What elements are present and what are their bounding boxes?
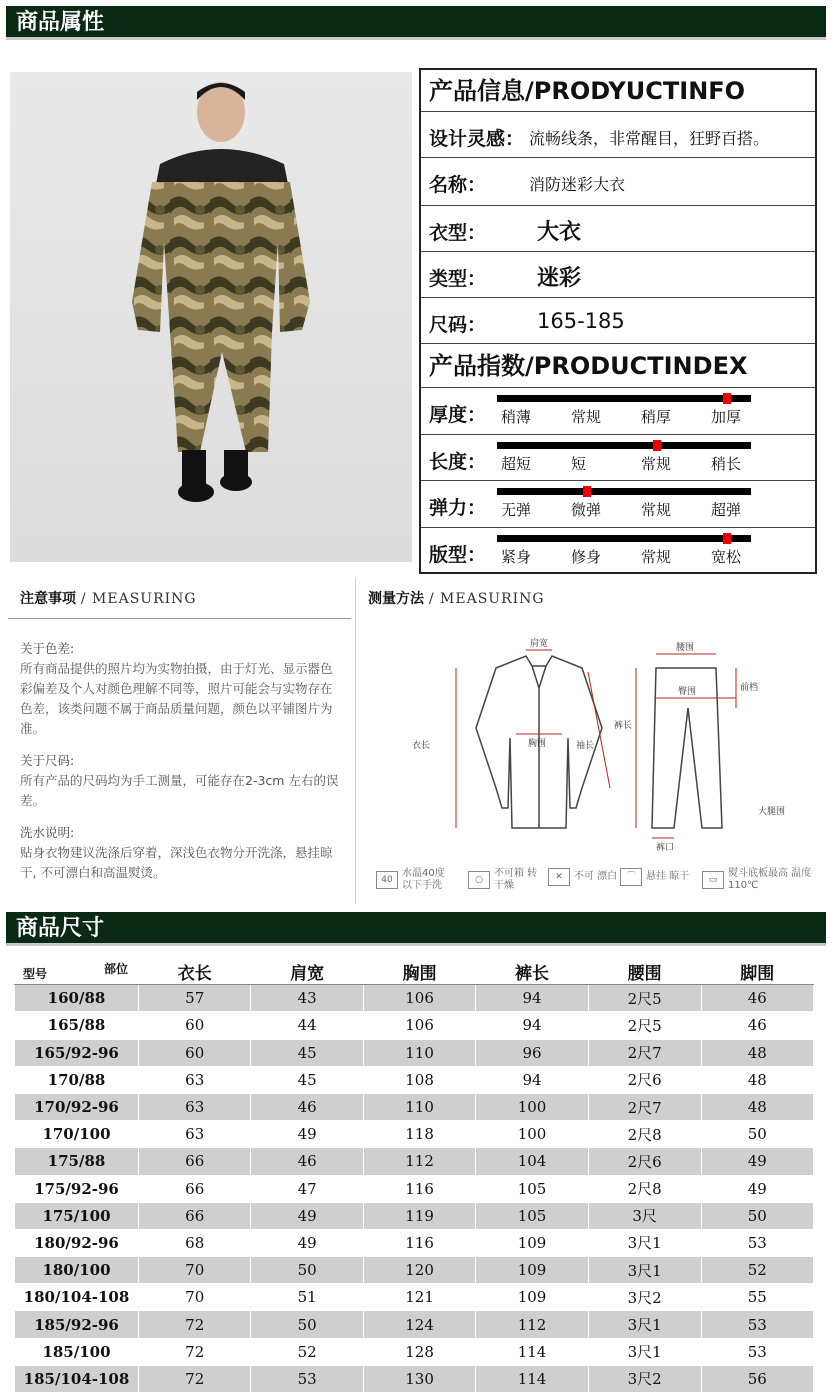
value-cell: 119 — [363, 1202, 475, 1229]
value-cell: 49 — [701, 1148, 814, 1175]
value-cell: 94 — [476, 1012, 588, 1039]
value-cell: 56 — [701, 1365, 814, 1392]
index-option: 无弹 — [501, 501, 532, 519]
label-cuff: 裤口 — [656, 843, 675, 853]
care-text: 水温40度 以下手洗 — [402, 868, 445, 891]
value-cell: 53 — [251, 1365, 363, 1392]
size-cell: 180/104-108 — [15, 1284, 139, 1311]
index-option: 修身 — [571, 547, 602, 566]
value-cell: 2尺6 — [588, 1066, 701, 1093]
value-cell: 46 — [251, 1093, 363, 1120]
value-cell: 72 — [139, 1338, 251, 1365]
index-row — [421, 435, 815, 482]
value-cell: 110 — [363, 1093, 475, 1120]
value-cell: 44 — [251, 1012, 363, 1039]
table-row — [15, 1284, 814, 1311]
index-option: 常规 — [641, 547, 672, 566]
value-cell: 45 — [251, 1039, 363, 1066]
value-cell: 116 — [363, 1175, 475, 1202]
care-symbol-icon: ✕ — [548, 868, 570, 886]
value-cell: 2尺7 — [588, 1093, 701, 1120]
measure-diagram — [356, 638, 828, 868]
table-row — [15, 1202, 814, 1229]
value-cell: 2尺5 — [588, 985, 701, 1012]
value-cell: 94 — [476, 985, 588, 1012]
care-text: 不可箱 转干燥 — [494, 868, 538, 891]
index-option: 紧身 — [501, 547, 532, 566]
index-row — [421, 388, 815, 435]
value-cell: 110 — [363, 1039, 475, 1066]
value-cell: 49 — [251, 1229, 363, 1256]
value-cell: 63 — [139, 1121, 251, 1148]
section-banner-attributes: 商品属性 — [6, 6, 826, 40]
value-cell: 63 — [139, 1066, 251, 1093]
index-option: 宽松 — [711, 547, 742, 566]
value-cell: 55 — [701, 1284, 814, 1311]
product-info-panel — [419, 68, 817, 574]
size-cell: 165/88 — [15, 1012, 139, 1039]
index-marker — [723, 393, 731, 404]
info-header: 产品信息/PRODYUCTINFO — [421, 70, 815, 112]
index-marker — [653, 440, 661, 451]
value-cell: 48 — [701, 1039, 814, 1066]
value-cell: 3尺2 — [588, 1365, 701, 1392]
value-cell: 70 — [139, 1284, 251, 1311]
index-option: 超短 — [501, 454, 532, 473]
table-row — [15, 1175, 814, 1202]
value-cell: 100 — [476, 1093, 588, 1120]
table-row — [15, 1365, 814, 1392]
index-option: 短 — [571, 454, 587, 473]
care-symbol-icon: 40 — [376, 871, 398, 889]
value-cell: 2尺8 — [588, 1175, 701, 1202]
table-row — [15, 1012, 814, 1039]
size-cell: 175/100 — [15, 1202, 139, 1229]
size-cell: 170/100 — [15, 1121, 139, 1148]
label-shoulder: 肩宽 — [530, 639, 549, 649]
section-banner-sizes: 商品尺寸 — [6, 912, 826, 946]
value-cell: 53 — [701, 1338, 814, 1365]
info-row-design: 设计灵感： 流畅线条，非常醒目，狂野百搭。 — [421, 112, 815, 158]
value-cell: 114 — [476, 1365, 588, 1392]
value-cell: 50 — [251, 1311, 363, 1338]
size-cell: 160/88 — [15, 985, 139, 1012]
value-cell: 49 — [701, 1175, 814, 1202]
index-option: 常规 — [641, 501, 672, 519]
info-row-type: 类型： 迷彩 — [421, 252, 815, 298]
care-item — [376, 868, 448, 892]
index-header: 产品指数/PRODUCTINDEX — [421, 344, 815, 388]
value-cell: 124 — [363, 1311, 475, 1338]
value-cell: 106 — [363, 985, 475, 1012]
index-label: 版型： — [429, 543, 487, 566]
notes-panel — [8, 578, 351, 904]
table-row — [15, 1229, 814, 1256]
index-marker — [583, 486, 591, 497]
size-cell: 175/92-96 — [15, 1175, 139, 1202]
size-cell: 185/100 — [15, 1338, 139, 1365]
value-cell: 45 — [251, 1066, 363, 1093]
label-front-rise: 前档 — [740, 683, 759, 693]
index-row — [421, 528, 815, 575]
column-header: 脚围 — [701, 958, 814, 985]
value-cell: 53 — [701, 1311, 814, 1338]
value-cell: 63 — [139, 1093, 251, 1120]
value-cell: 70 — [139, 1257, 251, 1284]
index-option: 稍薄 — [501, 408, 532, 426]
value-cell: 2尺8 — [588, 1121, 701, 1148]
table-row — [15, 1066, 814, 1093]
size-cell: 185/92-96 — [15, 1311, 139, 1338]
value-cell: 2尺5 — [588, 1012, 701, 1039]
table-row — [15, 1257, 814, 1284]
value-cell: 49 — [251, 1202, 363, 1229]
value-cell: 109 — [476, 1257, 588, 1284]
value-cell: 3尺1 — [588, 1338, 701, 1365]
value-cell: 109 — [476, 1284, 588, 1311]
value-cell: 46 — [701, 1012, 814, 1039]
value-cell: 50 — [701, 1121, 814, 1148]
value-cell: 105 — [476, 1175, 588, 1202]
value-cell: 66 — [139, 1175, 251, 1202]
index-option: 超弹 — [711, 501, 742, 519]
info-row-style: 衣型： 大衣 — [421, 206, 815, 252]
index-option: 稍厚 — [641, 408, 672, 426]
care-symbol-icon: ▭ — [702, 871, 724, 889]
care-text: 悬挂 晾干 — [646, 871, 690, 882]
value-cell: 2尺7 — [588, 1039, 701, 1066]
value-cell: 108 — [363, 1066, 475, 1093]
care-item — [702, 868, 820, 892]
value-cell: 68 — [139, 1229, 251, 1256]
measure-panel — [355, 578, 827, 904]
value-cell: 66 — [139, 1148, 251, 1175]
table-row — [15, 1121, 814, 1148]
index-label: 厚度： — [429, 404, 487, 426]
label-sleeve: 袖长 — [576, 741, 595, 751]
value-cell: 109 — [476, 1229, 588, 1256]
value-cell: 120 — [363, 1257, 475, 1284]
index-bar — [497, 442, 751, 449]
index-option: 加厚 — [711, 408, 742, 426]
value-cell: 3尺1 — [588, 1311, 701, 1338]
table-row — [15, 1148, 814, 1175]
value-cell: 116 — [363, 1229, 475, 1256]
value-cell: 72 — [139, 1311, 251, 1338]
size-cell: 185/104-108 — [15, 1365, 139, 1392]
care-text: 不可 漂白 — [574, 871, 618, 882]
value-cell: 57 — [139, 985, 251, 1012]
value-cell: 118 — [363, 1121, 475, 1148]
index-bar — [497, 488, 751, 495]
value-cell: 105 — [476, 1202, 588, 1229]
product-photo — [10, 72, 412, 562]
value-cell: 114 — [476, 1338, 588, 1365]
value-cell: 50 — [701, 1202, 814, 1229]
size-cell: 165/92-96 — [15, 1039, 139, 1066]
care-item — [548, 868, 620, 886]
care-symbol-icon: ○ — [468, 871, 490, 889]
care-symbol-icon: ⌒ — [620, 868, 642, 886]
value-cell: 112 — [363, 1148, 475, 1175]
index-option: 常规 — [641, 454, 672, 473]
measure-title: 测量方法 / MEASURING — [368, 591, 545, 607]
value-cell: 43 — [251, 985, 363, 1012]
size-cell: 170/92-96 — [15, 1093, 139, 1120]
index-marker — [723, 533, 731, 544]
index-row — [421, 481, 815, 528]
value-cell: 3尺2 — [588, 1284, 701, 1311]
column-header: 裤长 — [476, 958, 588, 985]
table-row — [15, 1093, 814, 1120]
index-option: 常规 — [571, 408, 602, 426]
value-cell: 48 — [701, 1066, 814, 1093]
notes-body: 关于色差: 所有商品提供的照片均为实物拍摄，由于灯光、显示器色彩偏差及个人对颜色理解不同等，照片可能会与实物存在色差，该类问题不属于商品质量问题，颜色以平铺图片为准。 关于尺码: 所有产品的尺码均为手工测量，可能存在2-3cm 左右的误差。 洗水说明: 贴身衣物建议洗涤后穿着，深浅色衣物分开洗涤，悬挂晾干, 不可漂白和高温熨烫。 — [20, 641, 339, 880]
value-cell: 106 — [363, 1012, 475, 1039]
size-cell: 180/92-96 — [15, 1229, 139, 1256]
column-header: 肩宽 — [251, 958, 363, 985]
column-header: 胸围 — [363, 958, 475, 985]
table-row — [15, 1039, 814, 1066]
value-cell: 100 — [476, 1121, 588, 1148]
value-cell: 50 — [251, 1257, 363, 1284]
index-bar — [497, 395, 751, 402]
value-cell: 2尺6 — [588, 1148, 701, 1175]
value-cell: 72 — [139, 1365, 251, 1392]
care-text: 熨斗底板最高 温度110℃ — [728, 868, 812, 891]
value-cell: 46 — [251, 1148, 363, 1175]
info-row-size: 尺码： 165-185 — [421, 298, 815, 344]
size-table — [14, 957, 814, 1393]
value-cell: 60 — [139, 1039, 251, 1066]
column-header: 腰围 — [588, 958, 701, 985]
value-cell: 104 — [476, 1148, 588, 1175]
value-cell: 49 — [251, 1121, 363, 1148]
table-row — [15, 1311, 814, 1338]
size-cell: 170/88 — [15, 1066, 139, 1093]
value-cell: 51 — [251, 1284, 363, 1311]
value-cell: 3尺 — [588, 1202, 701, 1229]
value-cell: 112 — [476, 1311, 588, 1338]
label-chest: 胸围 — [528, 739, 547, 749]
index-option: 稍长 — [711, 454, 742, 473]
index-label: 弹力： — [429, 497, 487, 519]
value-cell: 48 — [701, 1093, 814, 1120]
value-cell: 94 — [476, 1066, 588, 1093]
label-waist: 腰围 — [676, 643, 695, 653]
info-row-name: 名称： 消防迷彩大衣 — [421, 158, 815, 206]
value-cell: 3尺1 — [588, 1257, 701, 1284]
table-row — [15, 1338, 814, 1365]
table-row — [15, 985, 814, 1012]
value-cell: 128 — [363, 1338, 475, 1365]
value-cell: 47 — [251, 1175, 363, 1202]
size-cell: 175/88 — [15, 1148, 139, 1175]
care-item — [620, 868, 692, 886]
index-bar — [497, 535, 751, 542]
value-cell: 46 — [701, 985, 814, 1012]
size-cell: 180/100 — [15, 1257, 139, 1284]
label-pants-length: 裤长 — [614, 721, 633, 731]
index-label: 长度： — [429, 450, 487, 473]
value-cell: 52 — [701, 1257, 814, 1284]
index-option: 微弹 — [571, 501, 602, 519]
camouflage-model-image — [10, 72, 412, 562]
value-cell: 66 — [139, 1202, 251, 1229]
label-hip: 臀围 — [678, 687, 697, 697]
value-cell: 3尺1 — [588, 1229, 701, 1256]
value-cell: 60 — [139, 1012, 251, 1039]
label-length: 衣长 — [412, 741, 431, 751]
notes-title: 注意事项 / MEASURING — [8, 578, 351, 619]
care-item — [468, 868, 540, 892]
value-cell: 52 — [251, 1338, 363, 1365]
value-cell: 121 — [363, 1284, 475, 1311]
column-header: 衣长 — [139, 958, 251, 985]
corner-cell: 部位 型号 — [15, 958, 139, 985]
value-cell: 130 — [363, 1365, 475, 1392]
label-thigh: 大腿围 — [758, 807, 786, 817]
value-cell: 53 — [701, 1229, 814, 1256]
value-cell: 96 — [476, 1039, 588, 1066]
